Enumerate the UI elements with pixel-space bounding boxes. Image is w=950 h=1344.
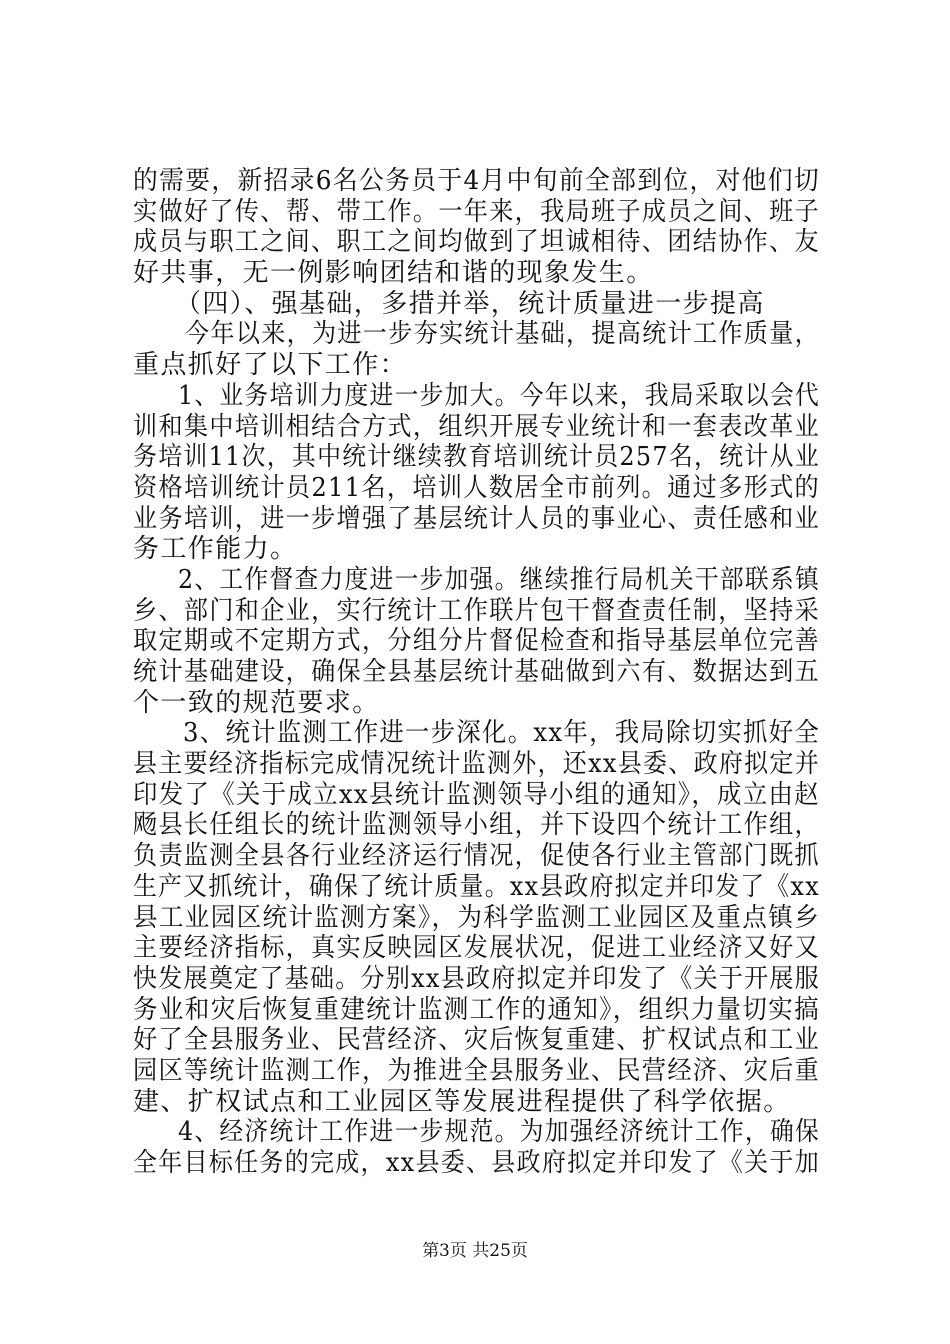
text-line: 资格培训统计员211名，培训人数居全市前列。通过多形式的 [133, 473, 821, 503]
text-line: 1、业务培训力度进一步加大。今年以来，我局采取以会代 [178, 381, 821, 411]
text-line: 园区等统计监测工作，为推进全县服务业、民营经济、灾后重 [133, 1056, 820, 1086]
text-line: 2、工作督查力度进一步加强。继续推行局机关干部联系镇 [178, 565, 821, 595]
text-line: 好共事，无一例影响团结和谐的现象发生。 [133, 258, 654, 288]
text-line: 印发了《关于成立xx县统计监测领导小组的通知》，成立由赵 [133, 780, 820, 810]
text-line: 今年以来，为进一步夯实统计基础，提高统计工作质量， [185, 319, 821, 349]
text-line: 3、统计监测工作进一步深化。xx年，我局除切实抓好全 [183, 718, 821, 748]
text-line: 乡、部门和企业，实行统计工作联片包干督查责任制，坚持采 [133, 596, 820, 626]
text-line: 重点抓好了以下工作： [133, 350, 408, 380]
text-line: 业务培训，进一步增强了基层统计人员的事业心、责任感和业 [133, 504, 820, 534]
text-line: 负责监测全县各行业经济运行情况，促使各行业主管部门既抓 [133, 841, 820, 871]
text-line: 务培训11次，其中统计继续教育培训统计员257名，统计从业 [133, 442, 821, 472]
text-line: 全年目标任务的完成，xx县委、县政府拟定并印发了《关于加 [133, 1148, 820, 1178]
section-heading: （四）、强基础，多措并举，统计质量进一步提高 [175, 289, 765, 319]
text-line: 主要经济指标，真实反映园区发展状况，促进工业经济又好又 [133, 933, 820, 963]
text-line: 4、经济统计工作进一步规范。为加强经济统计工作，确保 [178, 1117, 821, 1147]
page-number-footer: 第3页 共25页 [422, 1241, 528, 1261]
text-line: 务业和灾后恢复重建统计监测工作的通知》，组织力量切实搞 [133, 995, 820, 1025]
text-line: 实做好了传、帮、带工作。一年来，我局班子成员之间、班子 [133, 197, 820, 227]
text-line: 好了全县服务业、民营经济、灾后恢复重建、扩权试点和工业 [133, 1025, 820, 1055]
text-line: 取定期或不定期方式，分组分片督促检查和指导基层单位完善 [133, 626, 820, 656]
text-line: 县工业园区统计监测方案》，为科学监测工业园区及重点镇乡 [133, 903, 820, 933]
text-line: 的需要，新招录6名公务员于4月中旬前全部到位，对他们切 [133, 166, 821, 196]
text-line: 训和集中培训相结合方式，组织开展专业统计和一套表改革业 [133, 412, 820, 442]
text-line: 飏县长任组长的统计监测领导小组，并下设四个统计工作组， [133, 810, 820, 840]
text-line: 建、扩权试点和工业园区等发展进程提供了科学依据。 [133, 1087, 791, 1117]
text-line: 县主要经济指标完成情况统计监测外，还xx县委、政府拟定并 [133, 749, 820, 779]
text-line: 个一致的规范要求。 [133, 688, 380, 718]
text-line: 务工作能力。 [133, 534, 298, 564]
text-line: 生产又抓统计，确保了统计质量。xx县政府拟定并印发了《xx [133, 872, 821, 902]
text-line: 成员与职工之间、职工之间均做到了坦诚相待、团结协作、友 [133, 227, 820, 257]
text-line: 统计基础建设，确保全县基层统计基础做到六有、数据达到五 [133, 657, 820, 687]
text-line: 快发展奠定了基础。分别xx县政府拟定并印发了《关于开展服 [133, 964, 820, 994]
